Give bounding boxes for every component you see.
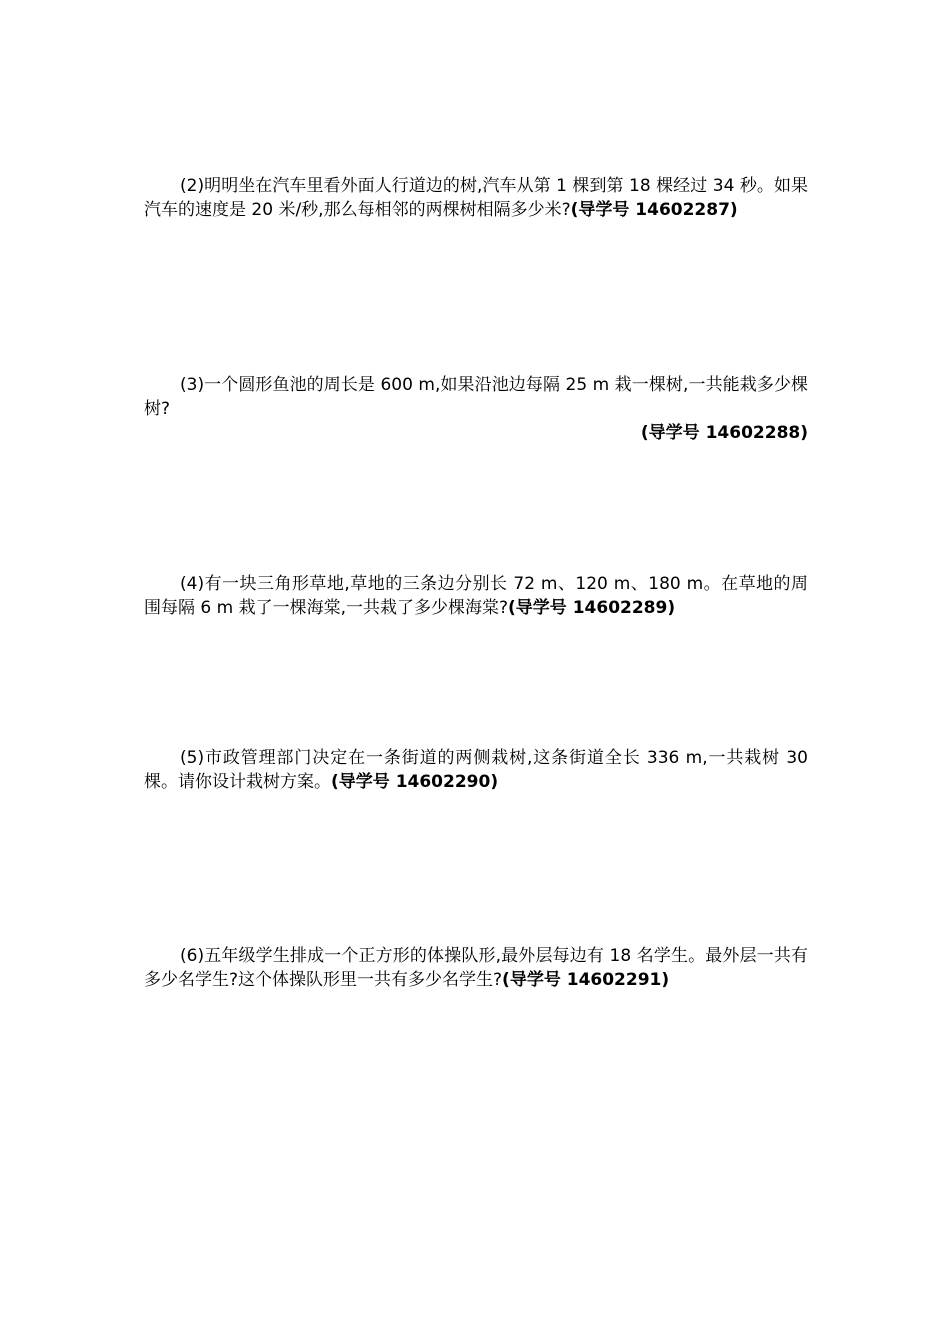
problem-6 — [144, 944, 808, 992]
problem-number: (3) — [180, 375, 205, 395]
problem-text: 市政管理部门决定在一条街道的两侧栽树,这条街道全长 336 m,一共栽树 30 棵。请你设计栽树方案。 — [144, 748, 808, 792]
reference-number: (导学号 14602288) — [640, 423, 808, 443]
problem-5 — [144, 746, 808, 794]
problem-number: (2) — [180, 176, 205, 196]
reference-number: (导学号 14602290) — [331, 772, 499, 792]
problem-number: (6) — [180, 946, 205, 966]
reference-number: (导学号 14602289) — [508, 598, 676, 618]
problem-4 — [144, 572, 808, 620]
problem-text: 五年级学生排成一个正方形的体操队形,最外层每边有 18 名学生。最外层一共有多少名学生?这个体操队形里一共有多少名学生? — [144, 946, 808, 990]
problem-number: (5) — [180, 748, 205, 768]
problem-text: 明明坐在汽车里看外面人行道边的树,汽车从第 1 棵到第 18 棵经过 34 秒。如果汽车的速度是 20 米/秒,那么每相邻的两棵树相隔多少米? — [144, 176, 808, 220]
problem-text: 有一块三角形草地,草地的三条边分别长 72 m、120 m、180 m。在草地的周围每隔 6 m 栽了一棵海棠,一共栽了多少棵海棠? — [144, 574, 808, 618]
reference-number: (导学号 14602291) — [502, 970, 670, 990]
problem-number: (4) — [180, 574, 205, 594]
problem-text: 一个圆形鱼池的周长是 600 m,如果沿池边每隔 25 m 栽一棵树,一共能栽多少棵树? — [144, 375, 808, 419]
problem-2 — [144, 174, 808, 222]
problem-3 — [144, 373, 808, 445]
reference-number: (导学号 14602287) — [570, 200, 738, 220]
